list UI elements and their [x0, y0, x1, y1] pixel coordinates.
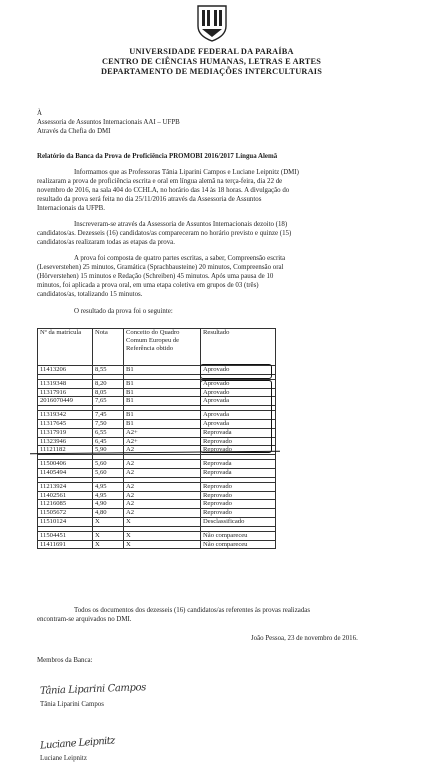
- cell-nota: 8,55: [93, 366, 124, 375]
- cell-resultado: Reprovado: [201, 482, 276, 491]
- table-row: [38, 500, 276, 509]
- board-label: Membros da Banca:: [37, 657, 93, 664]
- cell-nota: 7,45: [93, 411, 124, 420]
- cell-matricula: 11121182: [38, 446, 93, 455]
- table-row: [38, 482, 276, 491]
- cell-nota: 5,90: [93, 446, 124, 455]
- p2-line1: Inscreveram-se através da Assessoria de Assuntos Internacionais dezoito (18): [74, 221, 288, 228]
- cell-matricula: 2016070449: [38, 397, 93, 406]
- cell-resultado: Aprovada: [201, 411, 276, 420]
- closing-line1: Todos os documentos dos dezesseis (16) candidatos/as referentes às provas realizadas: [74, 607, 311, 614]
- cell-matricula: 11402561: [38, 491, 93, 500]
- p3-line4: minutos, foi aplicada a prova oral, em uma etapa coletiva em grupos de 03 (três): [37, 282, 259, 289]
- p2-line3: candidatos/as realizaram todas as etapas da prova.: [37, 239, 175, 246]
- cell-resultado: Reprovado: [201, 437, 276, 446]
- cell-nota: 4,90: [93, 500, 124, 509]
- cell-matricula: 11213924: [38, 482, 93, 491]
- table-row: [38, 540, 276, 549]
- table-row: [38, 460, 276, 469]
- member-name-2: Luciane Leipnitz: [40, 755, 87, 762]
- cell-nota: 6,55: [93, 428, 124, 437]
- cell-resultado: Reprovado: [201, 491, 276, 500]
- cell-nota: 5,60: [93, 460, 124, 469]
- signature-tania: Tânia Liparini Campos: [39, 682, 147, 697]
- cell-conceito: A2+: [124, 428, 201, 437]
- cell-resultado: Aprovada: [201, 419, 276, 428]
- cell-nota: 4,95: [93, 491, 124, 500]
- cell-resultado: Reprovado: [201, 500, 276, 509]
- cell-matricula: 11323946: [38, 437, 93, 446]
- cell-matricula: 11317919: [38, 428, 93, 437]
- cell-resultado: Não compareceu: [201, 531, 276, 540]
- cell-resultado: Reprovada: [201, 428, 276, 437]
- cell-nota: 5,60: [93, 468, 124, 477]
- university-name: UNIVERSIDADE FEDERAL DA PARAÍBA: [129, 47, 294, 56]
- addressee-a: À: [37, 110, 42, 117]
- approved-highlight-box: [200, 380, 272, 453]
- table-header-row: [38, 329, 276, 366]
- header-conceito: Conceito do Quadro Comum Europeu de Referência obtido: [124, 329, 201, 366]
- addressee-office: Assessoria de Assuntos Internacionais AAI – UFPB: [37, 119, 180, 126]
- cell-nota: 7,50: [93, 419, 124, 428]
- table-row: [38, 509, 276, 518]
- cell-nota: 6,45: [93, 437, 124, 446]
- cell-resultado: Aprovado: [201, 379, 276, 388]
- p1-line5: Internacionais da UFPB.: [37, 205, 105, 212]
- cell-nota: X: [93, 540, 124, 549]
- cell-conceito: A2: [124, 491, 201, 500]
- addressee-via: Através da Chefia do DMI: [37, 128, 111, 135]
- p4-intro: O resultado da prova foi o seguinte:: [74, 308, 173, 315]
- cell-conceito: A2+: [124, 437, 201, 446]
- cell-nota: 7,65: [93, 397, 124, 406]
- cell-matricula: 11317645: [38, 419, 93, 428]
- cell-nota: X: [93, 531, 124, 540]
- cell-conceito: A2: [124, 446, 201, 455]
- cell-matricula: 11510124: [38, 517, 93, 526]
- university-crest-icon: [196, 4, 228, 42]
- p1-line1: Informamos que as Professoras Tânia Liparini Campos e Luciane Leipnitz (DMI): [74, 169, 299, 176]
- cell-conceito: B1: [124, 411, 201, 420]
- cell-resultado: Aprovado: [201, 388, 276, 397]
- table-row: [38, 517, 276, 526]
- cell-matricula: 11405494: [38, 468, 93, 477]
- cell-conceito: A2: [124, 482, 201, 491]
- p1-line4: resultado da prova será feita no dia 25/11/2016 através da Assessoria de Assuntos: [37, 196, 262, 203]
- cell-resultado: Reprovada: [201, 468, 276, 477]
- cell-matricula: 11317916: [38, 388, 93, 397]
- header-resultado: Resultado: [201, 329, 276, 366]
- cell-matricula: 11413206: [38, 366, 93, 375]
- cell-matricula: 11411691: [38, 540, 93, 549]
- cell-nota: 4,80: [93, 509, 124, 518]
- cell-matricula: 11500406: [38, 460, 93, 469]
- cell-conceito: B1: [124, 397, 201, 406]
- cell-conceito: B1: [124, 379, 201, 388]
- table-row: [38, 491, 276, 500]
- p3-line1: A prova foi composta de quatro partes escritas, a saber, Compreensão escrita: [74, 255, 286, 262]
- cell-resultado: Reprovada: [201, 460, 276, 469]
- header-nota: Nota: [93, 329, 124, 366]
- cell-resultado: Aprovada: [201, 397, 276, 406]
- p2-line2: candidatos/as. Dezesseis (16) candidatos/as compareceram no horário previsto e quinze (15): [37, 230, 292, 237]
- cell-nota: 8,05: [93, 388, 124, 397]
- p3-line5: candidatos/as, totalizando 15 minutos.: [37, 291, 143, 298]
- table-row: [38, 531, 276, 540]
- cell-nota: X: [93, 517, 124, 526]
- signature-luciane: Luciane Leipnitz: [39, 735, 116, 752]
- cell-conceito: A2: [124, 460, 201, 469]
- cell-resultado: Reprovado: [201, 446, 276, 455]
- cell-nota: 8,20: [93, 379, 124, 388]
- cell-matricula: 11319348: [38, 379, 93, 388]
- cell-conceito: B1: [124, 419, 201, 428]
- date-line: João Pessoa, 23 de novembro de 2016.: [251, 635, 358, 642]
- cell-conceito: X: [124, 540, 201, 549]
- header-matricula: Nº da matrícula: [38, 329, 93, 366]
- cell-resultado: Não compareceu: [201, 540, 276, 549]
- cell-conceito: A2: [124, 468, 201, 477]
- closing-line2: encontram-se arquivados no DMI.: [37, 616, 132, 623]
- cell-matricula: 11505672: [38, 509, 93, 518]
- approved-highlight-box: [200, 364, 272, 379]
- member-name-1: Tânia Liparini Campos: [40, 701, 104, 708]
- p3-line2: (Leseverstehen) 25 minutos, Gramática (Sprachbausteine) 20 minutos, Compreensão oral: [37, 264, 284, 271]
- cell-conceito: X: [124, 517, 201, 526]
- cell-resultado: Desclassificado: [201, 517, 276, 526]
- center-name: CENTRO DE CIÊNCIAS HUMANAS, LETRAS E ARTES: [101, 57, 322, 66]
- table-row: [38, 468, 276, 477]
- cell-conceito: X: [124, 531, 201, 540]
- department-name: DEPARTAMENTO DE MEDIAÇÕES INTERCULTURAIS: [100, 67, 323, 76]
- cell-resultado: Aprovado: [201, 366, 276, 375]
- p1-line2: realizaram a prova de proficiência escrita e oral em língua alemã na terça-feira, dia 22 de: [37, 178, 283, 185]
- cell-conceito: B1: [124, 366, 201, 375]
- p3-line3: (Hörverstehen) 15 minutos e Redação (Schreiben) 45 minutos. Após uma pausa de 10: [37, 273, 274, 280]
- cell-matricula: 11319342: [38, 411, 93, 420]
- cell-nota: 4,95: [93, 482, 124, 491]
- cell-conceito: A2: [124, 509, 201, 518]
- cell-conceito: B1: [124, 388, 201, 397]
- cell-resultado: Reprovado: [201, 509, 276, 518]
- p1-line3: novembro de 2016, na sala 404 do CCHLA, no horário das 14 às 18 horas. A divulgação do: [37, 187, 290, 194]
- report-title: Relatório da Banca da Prova de Proficiência PROMOBI 2016/2017 Língua Alemã: [37, 153, 278, 160]
- cell-matricula: 11504451: [38, 531, 93, 540]
- cell-matricula: 11216085: [38, 500, 93, 509]
- cell-conceito: A2: [124, 500, 201, 509]
